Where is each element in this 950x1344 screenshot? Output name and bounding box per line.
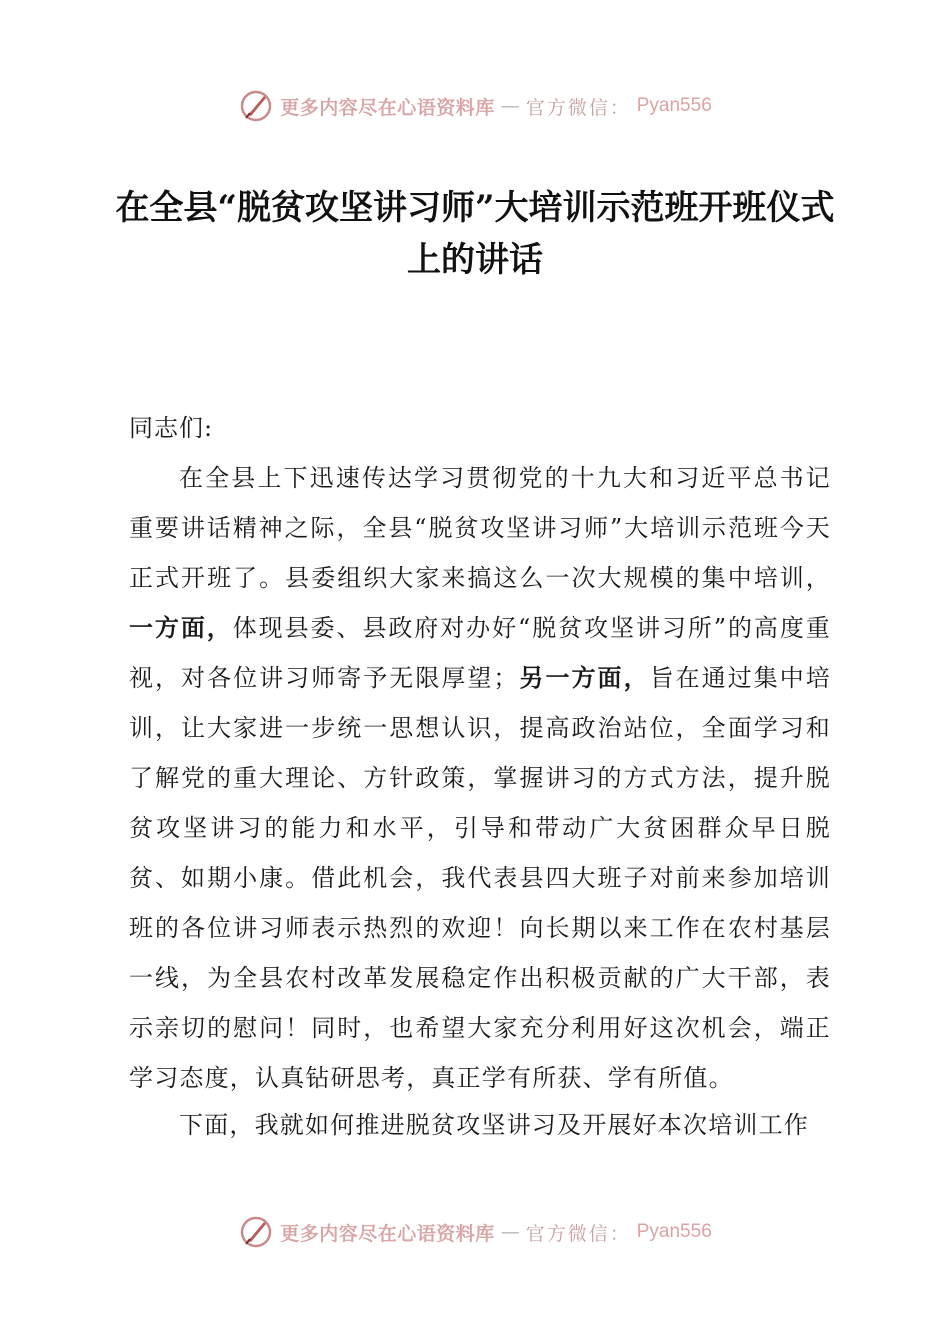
paragraph-text: 下面，我就如何推进脱贫攻坚讲习及开展好本次培训工作: [179, 1111, 809, 1139]
document-title: 在全县“脱贫攻坚讲习师”大培训示范班开班仪式上的讲话: [115, 188, 835, 280]
watermark-brand: 更多内容尽在心语资料库: [280, 96, 495, 119]
watermark-wechat-label: 官方微信：: [525, 1222, 631, 1245]
body-paragraph-1: [129, 453, 831, 1103]
watermark-banner-bottom: [0, 1212, 950, 1252]
paragraph-text: 在全县上下迅速传达学习贯彻党的十九大和习近平总书记重要讲话精神之际，全县“脱贫攻坚讲习师”大培训示范班今天正式开班了。县委组织大家来搞这么一次大规模的集中培训，: [129, 464, 831, 592]
quill-pen-logo-icon: [238, 88, 274, 124]
paragraph-text: 体现县委、县政府对办好“脱贫攻坚讲习所”的高度重视，对各位讲习师寄予无限厚望；: [129, 614, 831, 692]
watermark-dash: —: [500, 95, 520, 117]
quill-pen-logo-icon: [238, 1214, 274, 1250]
watermark-wechat-id: Pyan556: [636, 95, 712, 116]
watermark-wechat-id: Pyan556: [636, 1221, 712, 1242]
watermark-banner-top: [0, 86, 950, 126]
emphasis-text: 一方面，: [129, 614, 233, 642]
salutation: 同志们:: [129, 414, 214, 442]
emphasis-text: 另一方面，: [518, 664, 650, 692]
watermark-brand: 更多内容尽在心语资料库: [280, 1222, 495, 1245]
paragraph-text: 旨在通过集中培训，让大家进一步统一思想认识，提高政治站位，全面学习和了解党的重大理论、方针政策，掌握讲习的方式方法，提升脱贫攻坚讲习的能力和水平，引导和带动广大贫困群众早日脱贫、如期小康。借此机会，我代表县四大班子对前来参加培训班的各位讲习师表示热烈的欢迎！向长期以来工作在农村基层一线，为全县农村改革发展稳定作出积极贡献的广大干部，表示亲切的慰问！同时，也希望大家充分利用好这次机会，端正学习态度，认真钻研思考，真正学有所获、学有所值。: [129, 664, 832, 1092]
watermark-wechat-label: 官方微信：: [525, 96, 631, 119]
body-paragraph-2: [129, 1100, 831, 1150]
watermark-dash: —: [500, 1221, 520, 1243]
